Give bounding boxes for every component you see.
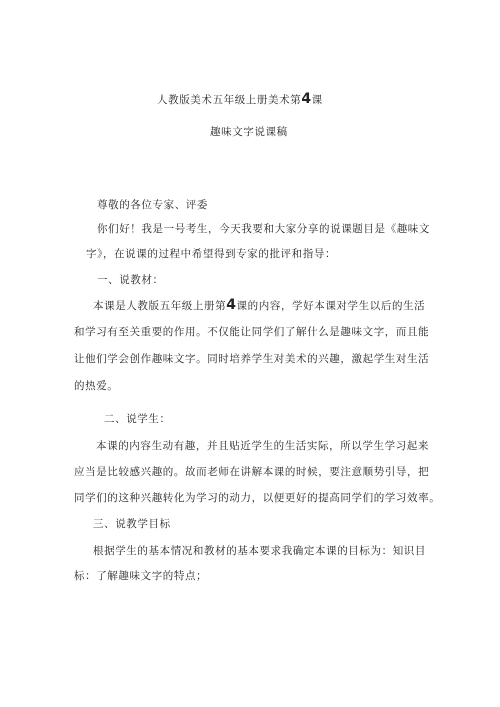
greeting: 尊敬的各位专家、评委 [97, 199, 208, 211]
section-3-para-line-2: 标：了解趣味文字的特点； [74, 570, 208, 582]
section-2-para-line-1: 本课的内容生动有趣，并且贴近学生的生活实际，所以学生学习起来 [96, 440, 429, 452]
section-1-number: 4 [226, 297, 237, 313]
section-1-para-line-2: 和学习有至关重要的作用。不仅能让同学们了解什么是趣味文字，而且能 [74, 326, 430, 338]
lesson-number: 4 [301, 91, 312, 107]
section-1-heading: 一、说教材： [97, 274, 164, 286]
section-1-para-line-3: 让他们学会创作趣味文字。同时培养学生对美术的兴趣，激起学生对生活 [74, 353, 430, 365]
section-1-prefix: 本课是人教版五年级上册第 [93, 300, 227, 312]
section-2-para-line-2: 应当是比较感兴趣的。故而老师在讲解本课的时候，要注意顺势引导，把 [74, 466, 430, 478]
title-line-2: 趣味文字说课稿 [210, 126, 288, 138]
section-1-suffix: 课的内容，学好本课对学生以后的生活 [236, 300, 426, 312]
section-1-para-line-4: 的热爱。 [74, 380, 119, 392]
intro-line-1: 你们好！我是一号考生，今天我要和大家分享的说课题目是《趣味文 [97, 223, 430, 235]
title-suffix: 课 [311, 94, 323, 106]
section-3-para-line-1: 根据学生的基本情况和教材的基本要求我确定本课的目标为：知识目 [93, 545, 426, 557]
intro-line-2: 字》，在说课的过程中希望得到专家的批评和指导： [86, 248, 337, 260]
title-prefix: 人教版美术五年级上册美术第 [157, 94, 302, 106]
section-3-heading: 三、说教学目标 [93, 518, 171, 530]
section-2-heading: 二、说学生： [104, 413, 171, 425]
section-1-para-line-1 [93, 297, 425, 313]
title-line-1 [157, 91, 323, 107]
section-2-para-line-3: 同学们的这种兴趣转化为学习的动力，以便更好的提高同学们的学习效率。 [74, 492, 441, 504]
